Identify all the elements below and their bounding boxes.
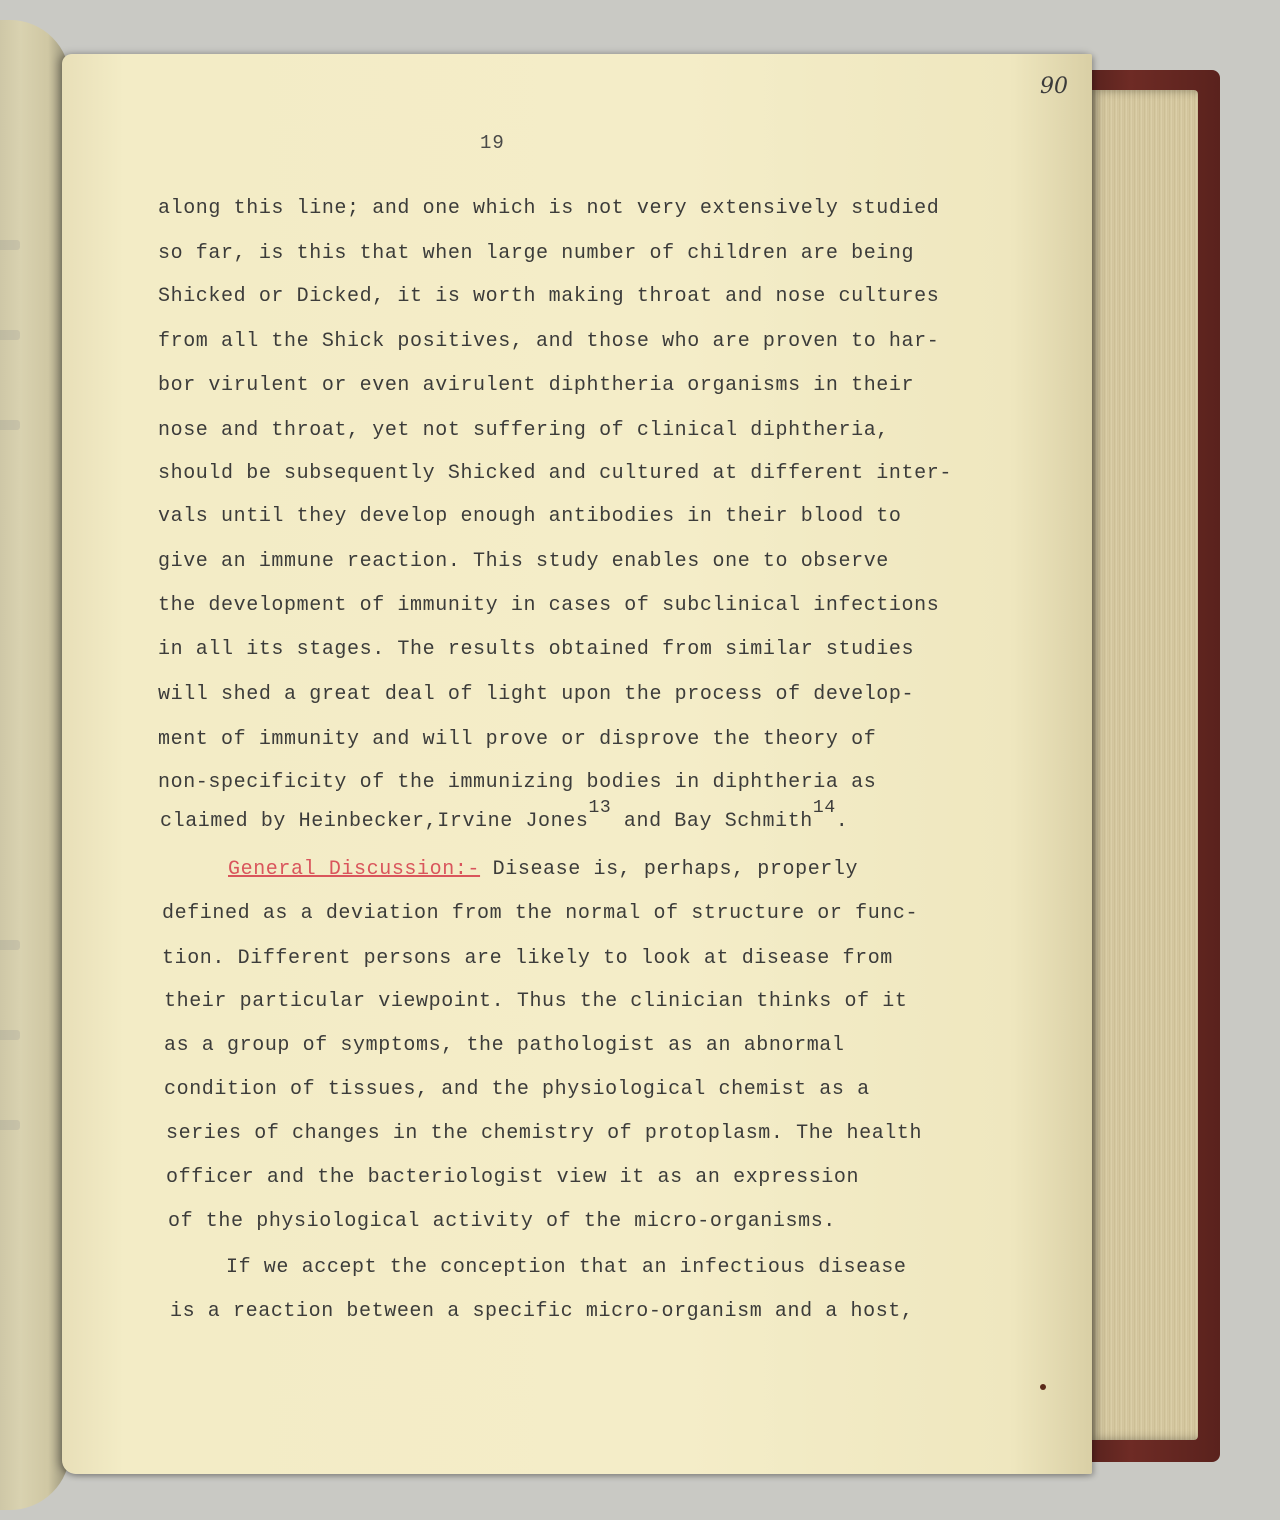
- discussion-first-line: [228, 858, 858, 881]
- ink-speck: [1040, 1384, 1046, 1390]
- text-line: should be subsequently Shicked and cultured at different inter-: [158, 462, 952, 485]
- bleed-through-mark: [0, 1120, 20, 1130]
- text-line: nose and throat, yet not suffering of clinical diphtheria,: [158, 419, 889, 442]
- text-line: from all the Shick positives, and those who are proven to har-: [158, 330, 940, 353]
- text-line: give an immune reaction. This study enables one to observe: [158, 550, 889, 573]
- reference-superscript: 13: [588, 798, 612, 818]
- text-line: If we accept the conception that an infectious disease: [226, 1256, 907, 1279]
- discussion-text: Disease is, perhaps, properly: [480, 858, 859, 881]
- folio-mark: 90: [1040, 74, 1068, 99]
- text-line: Shicked or Dicked, it is worth making throat and nose cultures: [158, 285, 940, 308]
- text-line: defined as a deviation from the normal of structure or func-: [162, 902, 919, 925]
- bleed-through-mark: [0, 330, 20, 340]
- bleed-through-mark: [0, 940, 20, 950]
- citation-text: .: [835, 810, 849, 833]
- text-line: will shed a great deal of light upon the process of develop-: [158, 683, 915, 706]
- text-line: ment of immunity and will prove or disprove the theory of: [158, 728, 877, 751]
- text-line: non-specificity of the immunizing bodies in diphtheria as: [158, 771, 877, 794]
- text-line: of the physiological activity of the micro-organisms.: [168, 1210, 836, 1233]
- text-line: officer and the bacteriologist view it as an expression: [166, 1166, 860, 1189]
- previous-page-edge: [0, 20, 70, 1510]
- text-line: along this line; and one which is not very extensively studied: [158, 197, 940, 220]
- text-line: so far, is this that when large number of children are being: [158, 242, 915, 265]
- bleed-through-mark: [0, 420, 20, 430]
- citation-text: and Bay Schmith: [611, 810, 813, 833]
- citation-text: claimed by Heinbecker,Irvine Jones: [160, 810, 589, 833]
- page-number: 19: [480, 132, 505, 154]
- section-heading: General Discussion:-: [228, 858, 481, 881]
- page-block-edges: [1088, 90, 1198, 1440]
- text-line: series of changes in the chemistry of protoplasm. The health: [166, 1122, 923, 1145]
- text-line: in all its stages. The results obtained from similar studies: [158, 638, 915, 661]
- text-line: tion. Different persons are likely to look at disease from: [162, 947, 893, 970]
- bleed-through-mark: [0, 1030, 20, 1040]
- text-line: vals until they develop enough antibodies in their blood to: [158, 505, 902, 528]
- text-line: bor virulent or even avirulent diphtheria organisms in their: [158, 374, 915, 397]
- bleed-through-mark: [0, 240, 20, 250]
- text-line: as a group of symptoms, the pathologist as an abnormal: [164, 1034, 845, 1057]
- text-line: is a reaction between a specific micro-organism and a host,: [170, 1300, 914, 1323]
- text-line: condition of tissues, and the physiological chemist as a: [164, 1078, 870, 1101]
- text-line: their particular viewpoint. Thus the clinician thinks of it: [164, 990, 908, 1013]
- text-line: the development of immunity in cases of subclinical infections: [158, 594, 940, 617]
- citation-line: [160, 798, 849, 833]
- reference-superscript: 14: [812, 798, 836, 818]
